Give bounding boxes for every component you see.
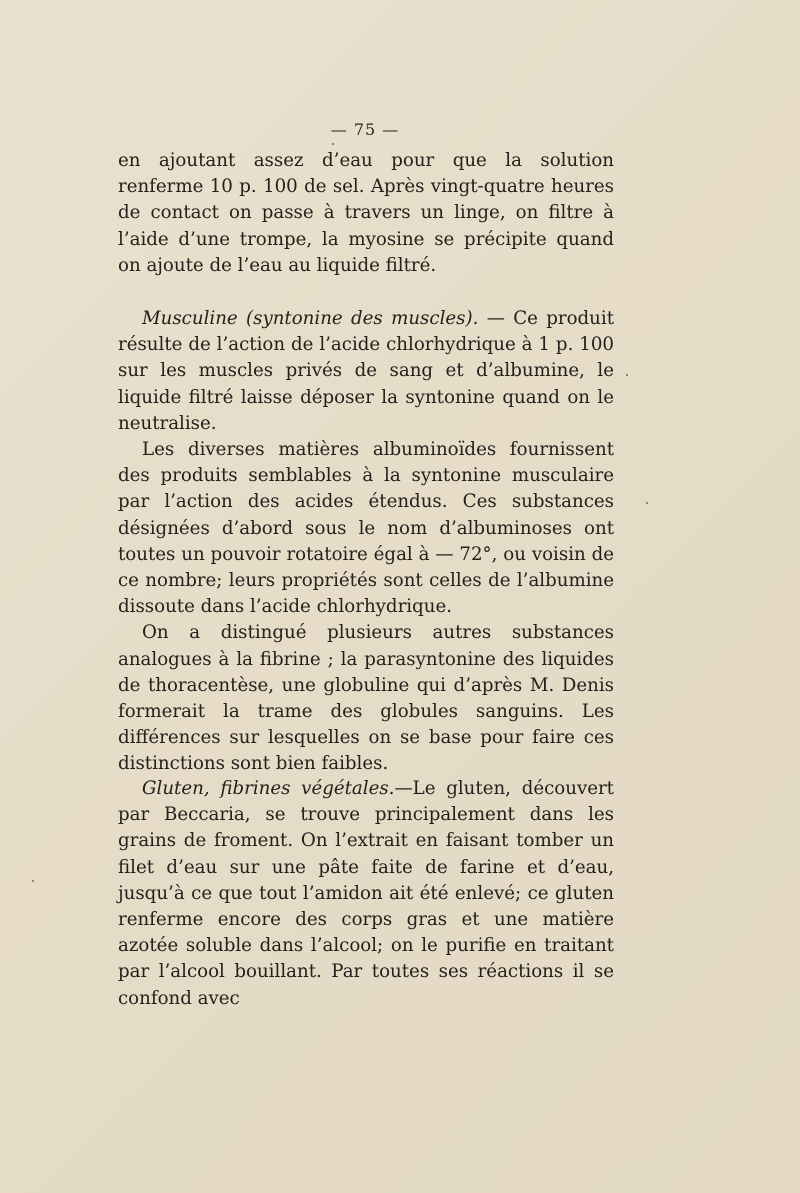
paragraph-parasyntonine: On a distingué plusieurs autres substances analogues à la fibrine ; la parasyntonine des liquides de thoracentèse, une globuline qui d’après M. Denis formerait la trame des globules sanguins. Les différences sur lesquelles on se base pour faire ces distinctions sont bien faibles. [118, 622, 614, 775]
text-block-top [118, 148, 614, 279]
paragraph-musculine-body: — Ce produit résulte de l’action de l’acide chlorhydrique à 1 p. 100 sur les muscles privés de sang et d’albumine, le liquide filtré laisse déposer la syntonine quand on le neutralise. [118, 308, 615, 434]
section-heading-gluten: Gluten, fibrines végétales. [142, 778, 395, 799]
paragraph-albuminoses: Les diverses matières albuminoïdes fournissent des produits semblables à la syntonine musculaire par l’action des acides étendus. Ces substances désignées d’abord sous le nom d’albuminoses ont toutes un pouvoir rotatoire égal à — 72°, ou voisin de ce nombre; leurs propriétés sont celles de l’albumine dissoute dans l’acide chlorhydrique. [118, 439, 614, 618]
text-block-gluten [118, 776, 614, 1012]
paragraph-continuation: en ajoutant assez d’eau pour que la solution renferme 10 p. 100 de sel. Après vingt-quatre heures de contact on passe à travers un linge, on filtre à l’aide d’une trompe, la myosine se précipite quand on ajoute de l’eau au liquide filtré. [118, 150, 614, 276]
section-heading-musculine: Musculine (syntonine des muscles). [142, 308, 479, 329]
paper-speck [646, 502, 648, 504]
paragraph-gluten [118, 776, 614, 1012]
paper-speck [332, 143, 334, 145]
page-number: — 75 — [330, 120, 400, 139]
paragraph-gluten-body: —Le gluten, découvert par Beccaria, se trouve principalement dans les grains de froment. On l’extrait en faisant tomber un filet d’eau sur une pâte faite de farine et d’eau, jusqu’à ce que tout l’amidon ait été enlevé; ce gluten renferme encore des corps gras et une matière azotée soluble dans l’alcool; on le purifie en traitant par l’alcool bouillant. Par toutes ses réactions il se confond avec [118, 778, 614, 1009]
paper-speck [626, 374, 628, 376]
text-block-musculine [118, 306, 614, 778]
paper-speck [32, 880, 34, 882]
paragraph-musculine [118, 306, 614, 437]
